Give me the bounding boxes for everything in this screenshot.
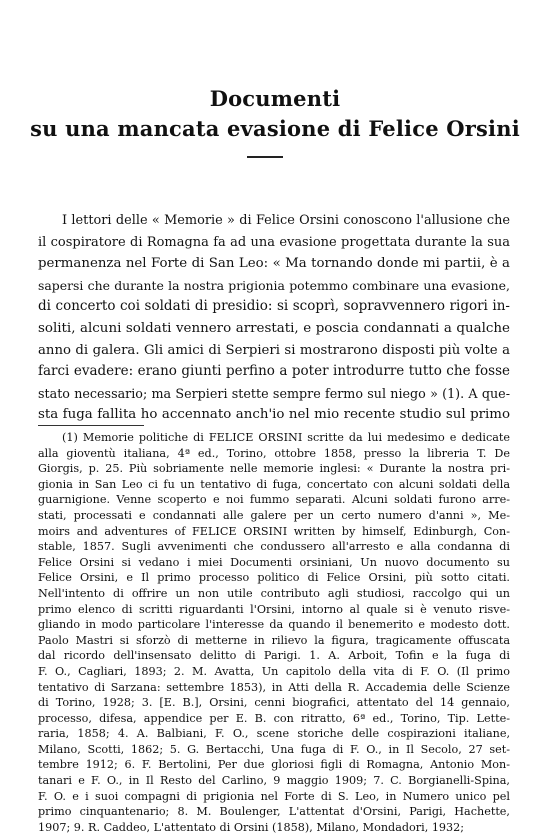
footnote-separator	[38, 425, 144, 426]
title-divider	[247, 156, 283, 158]
body-line: stato necessario; ma Serpieri stette sempre fermo sul niego » (1). A que-	[38, 385, 510, 401]
footnote-line: tanari e F. O., in Il Resto del Carlino, 9 maggio 1909; 7. C. Borgianelli-Spina,	[38, 774, 510, 788]
footnote	[38, 430, 510, 835]
document-subtitle: su una mancata evasione di Felice Orsini	[30, 116, 520, 141]
document-title: Documenti	[209, 86, 341, 111]
footnote-line: raria, 1858; 4. A. Balbiani, F. O., scene storiche delle cospirazioni italiane,	[38, 727, 510, 741]
body-line: il cospiratore di Romagna fa ad una evasione progettata durante la sua	[38, 234, 510, 250]
footnote-line: primo elenco di scritti riguardanti l'Orsini, intorno al quale si è venuto risve-	[38, 602, 510, 616]
footnote-line: tentativo di Sarzana: settembre 1853), in Atti della R. Accademia delle Scienze	[38, 680, 510, 694]
footnote-line: gionia in San Leo ci fu un tentativo di fuga, concertato con alcuni soldati della	[38, 477, 510, 491]
footnote-line: processo, difesa, appendice per E. B. con ritratto, 6ª ed., Torino, Tip. Lette-	[38, 711, 510, 725]
footnote-line: primo cinquantenario; 8. M. Boulenger, L'attentat d'Orsini, Parigi, Hachette,	[38, 805, 510, 819]
footnote-line: di Torino, 1928; 3. [E. B.], Orsini, cenni biografici, attentato del 14 gennaio,	[38, 696, 510, 710]
footnote-line: 1907; 9. R. Caddeo, L'attentato di Orsini (1858), Milano, Mondadori, 1932;	[38, 820, 465, 834]
body-line: farci evadere: erano giunti perfino a poter introdurre tutto che fosse	[38, 363, 510, 380]
footnote-line: Paolo Mastri si sforzò di metterne in rilievo la figura, tragicamente offuscata	[38, 633, 510, 647]
footnote-line: Nell'intento di offrire un non utile contributo agli studiosi, raccolgo qui un	[38, 586, 510, 600]
footnote-line: F. O., Cagliari, 1893; 2. M. Avatta, Un capitolo della vita di F. O. (Il primo	[38, 664, 510, 678]
footnote-line: stati, processati e condannati alle galere per un certo numero d'anni », Me-	[38, 508, 510, 522]
footnote-line: dal ricordo dell'insensato delitto di Parigi. 1. A. Arboit, Tofin e la fuga di	[38, 649, 510, 663]
body-line: sapersi che durante la nostra prigionia potemmo combinare una evasione,	[38, 277, 510, 293]
body-line: soliti, alcuni soldati vennero arrestati, e poscia condannati a qualche	[38, 320, 510, 336]
footnote-line: Felice Orsini, e Il primo processo politico di Felice Orsini, più sotto citati.	[38, 571, 510, 585]
body-line: anno di galera. Gli amici di Serpieri si mostrarono disposti più volte a	[38, 342, 510, 358]
footnote-line: Felice Orsini si vedano i miei Documenti orsiniani, Un nuovo documento su	[38, 555, 510, 569]
body-line: di concerto coi soldati di presidio: si scoprì, sopravvennero rigori in-	[38, 298, 510, 315]
body-line: permanenza nel Forte di San Leo: « Ma tornando donde mi partii, è a	[38, 256, 510, 272]
footnote-line: F. O. e i suoi compagni di prigionia nel Forte di S. Leo, in Numero unico pel	[38, 789, 510, 803]
footnote-line: gliando in modo particolare l'interesse da quando il benemerito e modesto dott.	[38, 618, 510, 632]
footnote-line: guarnigione. Venne scoperto e noi fummo separati. Alcuni soldati furono arre-	[38, 493, 510, 507]
body-line: I lettori delle « Memorie » di Felice Orsini conoscono l'allusione che	[62, 213, 510, 228]
footnote-line: tembre 1912; 6. F. Bertolini, Per due gloriosi figli di Romagna, Antonio Mon-	[38, 758, 510, 772]
footnote-line: Milano, Scotti, 1862; 5. G. Bertacchi, Una fuga di F. O., in Il Secolo, 27 set-	[38, 742, 510, 756]
footnote-line: (1) Memorie politiche di FELICE ORSINI scritte da lui medesimo e dedicate	[62, 431, 510, 444]
body-line: sta fuga fallita ho accennato anch'io nel mio recente studio sul primo	[38, 407, 510, 423]
body-paragraph	[38, 210, 510, 426]
footnote-line: moirs and adventures of FELICE ORSINI written by himself, Edinburgh, Con-	[38, 524, 510, 538]
footnote-line: Giorgis, p. 25. Più sobriamente nelle memorie inglesi: « Durante la nostra pri-	[38, 462, 510, 476]
footnote-line: stable, 1857. Sugli avvenimenti che condussero all'arresto e alla condanna di	[38, 540, 510, 554]
footnote-line: alla gioventù italiana, 4ª ed., Torino, ottobre 1858, presso la libreria T. De	[38, 446, 510, 460]
